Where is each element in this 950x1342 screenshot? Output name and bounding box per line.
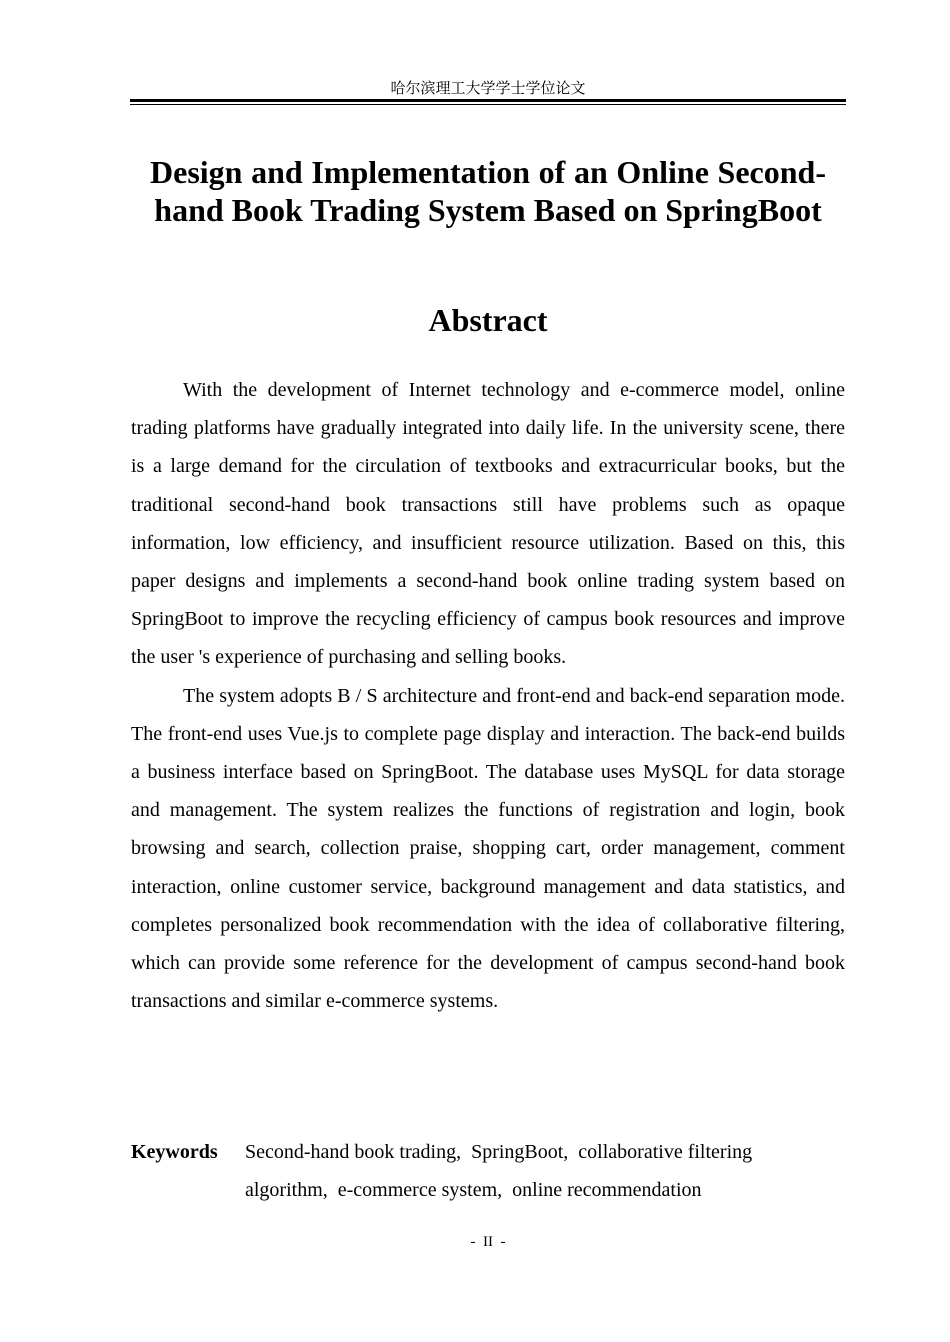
header-rule-thick	[130, 99, 846, 102]
header-rule-thin	[130, 104, 846, 105]
keywords-list	[245, 1133, 845, 1209]
abstract-heading: Abstract	[428, 302, 548, 338]
abstract-body	[131, 371, 845, 1020]
abstract-paragraph-1: With the development of Internet technology and e-commerce model, online trading platforms have gradually integrated into daily life. In the university scene, there is a large demand for the circulation of textbooks and extracurricular books, but the traditional second-hand book transactions still have problems such as opaque information, low efficiency, and insufficient resource utilization. Based on this, this paper designs and implements a second-hand book online trading system based on SpringBoot to improve the recycling efficiency of campus book resources and improve the user 's experience of purchasing and selling books.	[131, 379, 845, 669]
running-header: 哈尔滨理工大学学士学位论文	[390, 79, 586, 97]
keywords-line-2: algorithm, e-commerce system, online recommendation	[245, 1179, 702, 1201]
thesis-title: Design and Implementation of an Online Second-hand Book Trading System Based on SpringBoot	[150, 154, 826, 228]
keywords-label: Keywords	[131, 1141, 218, 1163]
abstract-paragraph-2: The system adopts B / S architecture and front-end and back-end separation mode. The front-end uses Vue.js to complete page display and interaction. The back-end builds a business interface based on SpringBoot. The database uses MySQL for data storage and management. The system realizes the functions of registration and login, book browsing and search, collection praise, shopping cart, order management, comment interaction, online customer service, background management and data statistics, and completes personalized book recommendation with the idea of collaborative filtering, which can provide some reference for the development of campus second-hand book transactions and similar e-commerce systems.	[131, 684, 845, 1013]
page-number: - II -	[470, 1234, 506, 1250]
keywords-line-1: Second-hand book trading, SpringBoot, collaborative filtering	[245, 1141, 753, 1163]
